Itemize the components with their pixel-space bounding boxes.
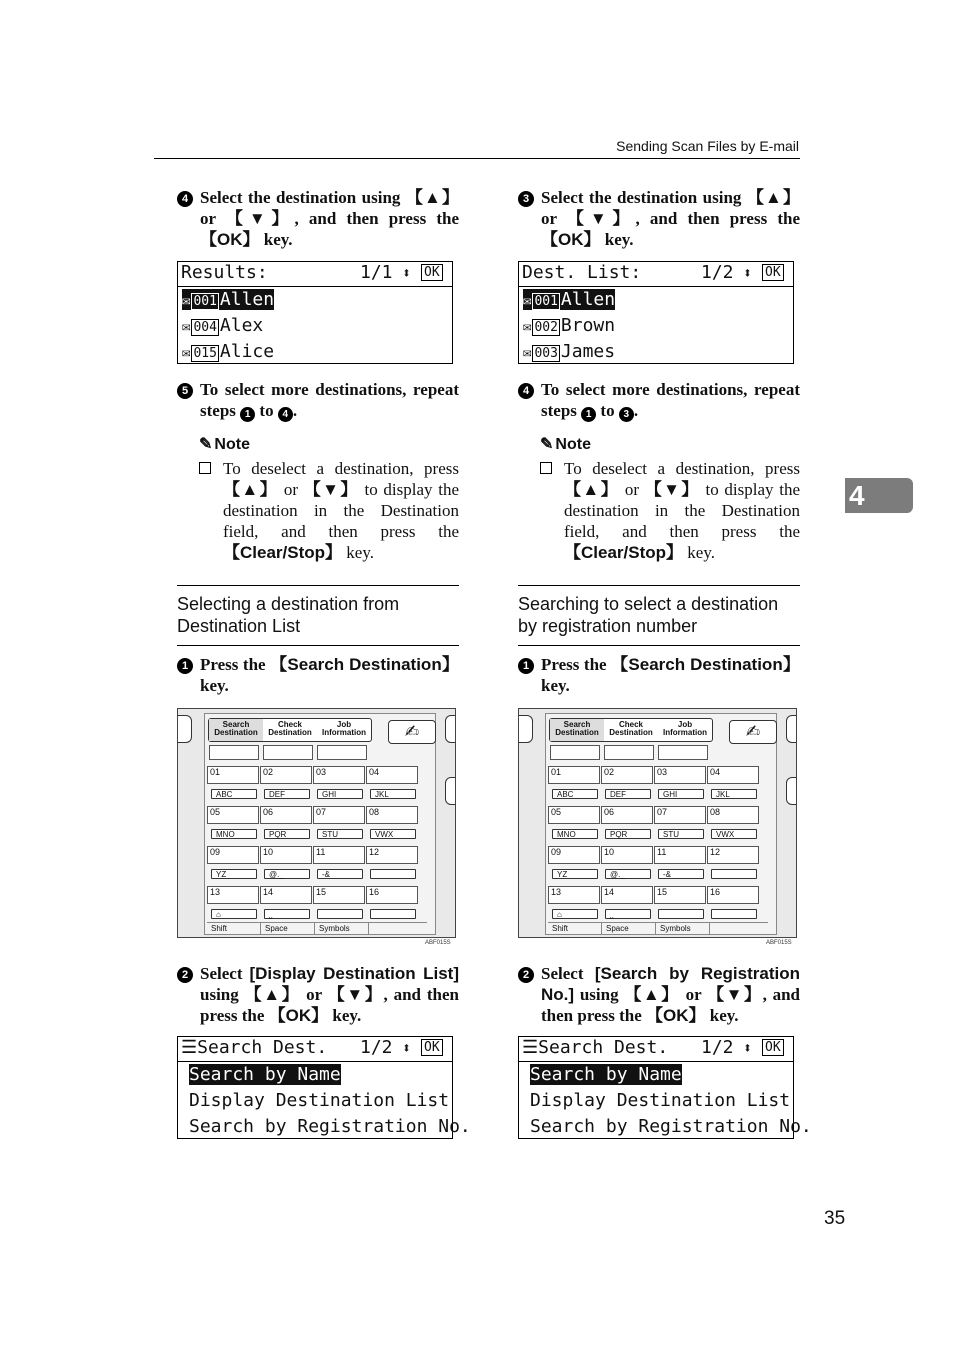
dest-key[interactable]: 16 (366, 886, 418, 904)
dest-key[interactable]: 03 (313, 766, 365, 784)
alpha-key[interactable]: @._ (264, 869, 310, 879)
control-panel-screen (518, 708, 797, 938)
image-code: ABF015S (766, 940, 792, 946)
lcd-menu-item[interactable]: Search by Name (530, 1064, 682, 1085)
alpha-key[interactable] (711, 869, 757, 879)
dest-key[interactable]: 07 (313, 806, 365, 824)
step-number-icon: 3 (518, 191, 534, 207)
scroll-arrows-icon: ⬍ (402, 1039, 412, 1057)
dest-key[interactable]: 06 (601, 806, 653, 824)
note-block: ✎ Note To deselect a destination, press 【▲】 or 【▼】 to display the destination in the Destination field, and then press the 【Clear/Stop】 key. (199, 436, 459, 562)
lcd-page: 1/1 (360, 262, 393, 283)
step-select-registration-no: 2 Select [Search by Registration No.] using 【▲】 or 【▼】, and then press the 【OK】 key. (518, 963, 800, 1026)
dest-key[interactable]: 16 (707, 886, 759, 904)
shift-key[interactable]: Shift (548, 923, 602, 935)
alpha-key[interactable]: -& (658, 869, 704, 879)
alpha-key[interactable]: YZ (211, 869, 257, 879)
step-number-icon: 2 (518, 967, 534, 983)
dest-key[interactable]: 04 (707, 766, 759, 784)
checkbox-bullet-icon (540, 462, 552, 474)
pencil-edit-button[interactable]: ✍ (729, 720, 777, 744)
alpha-key[interactable] (370, 869, 416, 879)
dest-key[interactable]: 15 (313, 886, 365, 904)
dest-key[interactable]: 05 (548, 806, 600, 824)
section-rule (177, 645, 459, 646)
alpha-key[interactable]: ABC (211, 789, 257, 799)
shift-key[interactable]: Shift (207, 923, 261, 935)
note-block: ✎ Note To deselect a destination, press 【▲】 or 【▼】 to display the destination in the Destination field, and then press the 【Clear/Stop】 key. (540, 436, 800, 562)
section-rule (177, 585, 459, 586)
dest-key[interactable]: 01 (548, 766, 600, 784)
dest-key[interactable]: 11 (654, 846, 706, 864)
lcd-menu-item[interactable]: Display Destination List (530, 1090, 791, 1111)
dest-key[interactable]: 12 (366, 846, 418, 864)
section-rule (518, 585, 800, 586)
section-title: Selecting a destination from Destination List (177, 594, 400, 636)
alpha-key[interactable]: GHI (317, 789, 363, 799)
dest-key[interactable]: 02 (601, 766, 653, 784)
header-title: Sending Scan Files by E-mail (616, 138, 799, 154)
alpha-key[interactable]: JKL (711, 789, 757, 799)
dest-key[interactable]: 14 (260, 886, 312, 904)
alpha-key[interactable] (317, 909, 363, 919)
dest-key[interactable]: 02 (260, 766, 312, 784)
page-number: 35 (824, 1208, 846, 1229)
address-book-icon: ✉ (523, 319, 532, 335)
dest-key[interactable]: 13 (548, 886, 600, 904)
space-key[interactable]: Space (602, 923, 656, 935)
menu-list-icon: ☰ (181, 1037, 198, 1058)
dest-key[interactable]: 10 (260, 846, 312, 864)
dest-key[interactable]: 08 (366, 806, 418, 824)
lcd-dest-list-screen: Dest. List: 1/2 ⬍ OK ✉ 001 Allen ✉ 002 Brown ✉ 003 James (518, 261, 794, 364)
alpha-key[interactable]: DEF (264, 789, 310, 799)
lcd-row[interactable]: ✉ 002 Brown (523, 315, 616, 336)
alpha-key[interactable]: DEF (605, 789, 651, 799)
scroll-arrows-icon: ⬍ (402, 264, 412, 282)
step-number-icon: 1 (518, 658, 534, 674)
dest-key[interactable]: 09 (207, 846, 259, 864)
tab-search-destination[interactable]: Search Destination (209, 719, 263, 741)
space-icon[interactable]: ⎵ (264, 909, 310, 919)
pencil-icon: ✎ (540, 436, 554, 453)
step-select-destination: 3 Select the destination using 【▲】 or 【▼】, and then press the 【OK】 key. (518, 187, 800, 250)
step-number-icon: 5 (177, 383, 193, 399)
alpha-key[interactable] (711, 909, 757, 919)
tab-job-information[interactable]: Job Information (322, 720, 366, 737)
dest-key[interactable]: 03 (654, 766, 706, 784)
alpha-key[interactable]: STU (658, 829, 704, 839)
image-code: ABF015S (425, 940, 451, 946)
lcd-row[interactable]: ✉ 004 Alex (182, 315, 264, 336)
address-book-icon: ✉ (182, 293, 191, 309)
step-number-icon: 2 (177, 967, 193, 983)
section-title: Searching to select a destination by registration number (518, 594, 779, 636)
lcd-search-dest-screen: ☰Search Dest. 1/2 ⬍ OK Search by Name Display Destination List Search by Registration No. (518, 1036, 794, 1139)
step-press-search: 1 Press the 【Search Destination】 key. (518, 654, 800, 696)
lcd-results-screen (177, 261, 453, 364)
control-panel-screen (177, 708, 456, 938)
symbols-key[interactable]: Symbols (315, 923, 369, 935)
alpha-key[interactable]: GHI (658, 789, 704, 799)
alpha-key[interactable]: STU (317, 829, 363, 839)
step-number-icon: 4 (177, 191, 193, 207)
tab-search-destination[interactable]: Search Destination (550, 719, 604, 741)
dest-key[interactable]: 04 (366, 766, 418, 784)
dest-key[interactable]: 11 (313, 846, 365, 864)
scroll-arrows-icon: ⬍ (743, 264, 753, 282)
lcd-row[interactable]: ✉ 001 Allen (182, 289, 275, 310)
lcd-menu-item[interactable]: Search by Registration No. (189, 1116, 471, 1137)
space-key[interactable]: Space (261, 923, 315, 935)
checkbox-bullet-icon (199, 462, 211, 474)
address-book-icon: ✉ (182, 345, 191, 361)
lcd-row[interactable]: ✉ 015 Alice (182, 341, 275, 362)
address-book-icon: ✉ (523, 293, 532, 309)
alpha-key[interactable]: PQR (264, 829, 310, 839)
dest-key[interactable]: 10 (601, 846, 653, 864)
pencil-icon: ✎ (199, 436, 213, 453)
step-select-destination: 4 Select the destination using 【▲】 or 【▼】, and then press the 【OK】 key. (177, 187, 459, 250)
tab-bar (549, 718, 713, 742)
dest-key[interactable]: 05 (207, 806, 259, 824)
step-press-search: 1 Press the 【Search Destination】 key. (177, 654, 459, 696)
step-select-display-list: 2 Select [Display Destination List] using 【▲】 or 【▼】, and then press the 【OK】 key. (177, 963, 459, 1026)
symbols-key[interactable]: Symbols (656, 923, 710, 935)
tab-bar (208, 718, 372, 742)
alpha-key[interactable] (370, 909, 416, 919)
lcd-title: Results: (181, 262, 268, 283)
alpha-key[interactable]: MNO (552, 829, 598, 839)
dest-key[interactable]: 13 (207, 886, 259, 904)
lcd-menu-item[interactable]: Display Destination List (189, 1090, 450, 1111)
address-book-icon: ✉ (523, 345, 532, 361)
dest-key[interactable]: 06 (260, 806, 312, 824)
alpha-key[interactable]: -& (317, 869, 363, 879)
alpha-key[interactable]: MNO (211, 829, 257, 839)
dest-key[interactable]: 08 (707, 806, 759, 824)
step-number-icon: 1 (177, 658, 193, 674)
menu-list-icon: ☰ (522, 1037, 539, 1058)
step-number-icon: 4 (518, 383, 534, 399)
section-rule (518, 645, 800, 646)
tab-job-information[interactable]: Job Information (663, 720, 707, 737)
alpha-key[interactable]: JKL (370, 789, 416, 799)
alpha-key[interactable] (658, 909, 704, 919)
alpha-key[interactable]: ABC (552, 789, 598, 799)
lcd-search-dest-screen: ☰Search Dest. 1/2 ⬍ OK Search by Name Display Destination List Search by Registration No. (177, 1036, 453, 1139)
dest-key[interactable]: 12 (707, 846, 759, 864)
alpha-key[interactable]: PQR (605, 829, 651, 839)
alpha-key[interactable]: VWX (711, 829, 757, 839)
step-repeat: 5 To select more destinations, repeat steps 1 to 4 . (177, 379, 459, 422)
pencil-edit-button[interactable]: ✍ (388, 720, 436, 744)
dest-key[interactable]: 09 (548, 846, 600, 864)
scroll-arrows-icon: ⬍ (743, 1039, 753, 1057)
dest-key[interactable]: 01 (207, 766, 259, 784)
tab-check-destination[interactable]: Check Destination (609, 720, 653, 737)
dest-key[interactable]: 14 (601, 886, 653, 904)
chapter-tab: 4 (845, 478, 913, 513)
dest-key[interactable]: 07 (654, 806, 706, 824)
lcd-menu-item[interactable]: Search by Registration No. (530, 1116, 812, 1137)
home-icon[interactable]: ⌂ (552, 909, 598, 919)
alpha-key[interactable]: VWX (370, 829, 416, 839)
address-book-icon: ✉ (182, 319, 191, 335)
space-icon[interactable]: ⎵ (605, 909, 651, 919)
lcd-ok-label: OK (421, 264, 443, 281)
lcd-row[interactable]: ✉ 001 Allen (523, 289, 616, 310)
home-icon[interactable]: ⌂ (211, 909, 257, 919)
lcd-menu-item[interactable]: Search by Name (189, 1064, 341, 1085)
header-rule (154, 158, 800, 159)
alpha-key[interactable]: @._ (605, 869, 651, 879)
alpha-key[interactable]: YZ (552, 869, 598, 879)
tab-check-destination[interactable]: Check Destination (268, 720, 312, 737)
dest-key[interactable]: 15 (654, 886, 706, 904)
step-repeat: 4 To select more destinations, repeat steps 1 to 3 . (518, 379, 800, 422)
lcd-row[interactable]: ✉ 003 James (523, 341, 616, 362)
